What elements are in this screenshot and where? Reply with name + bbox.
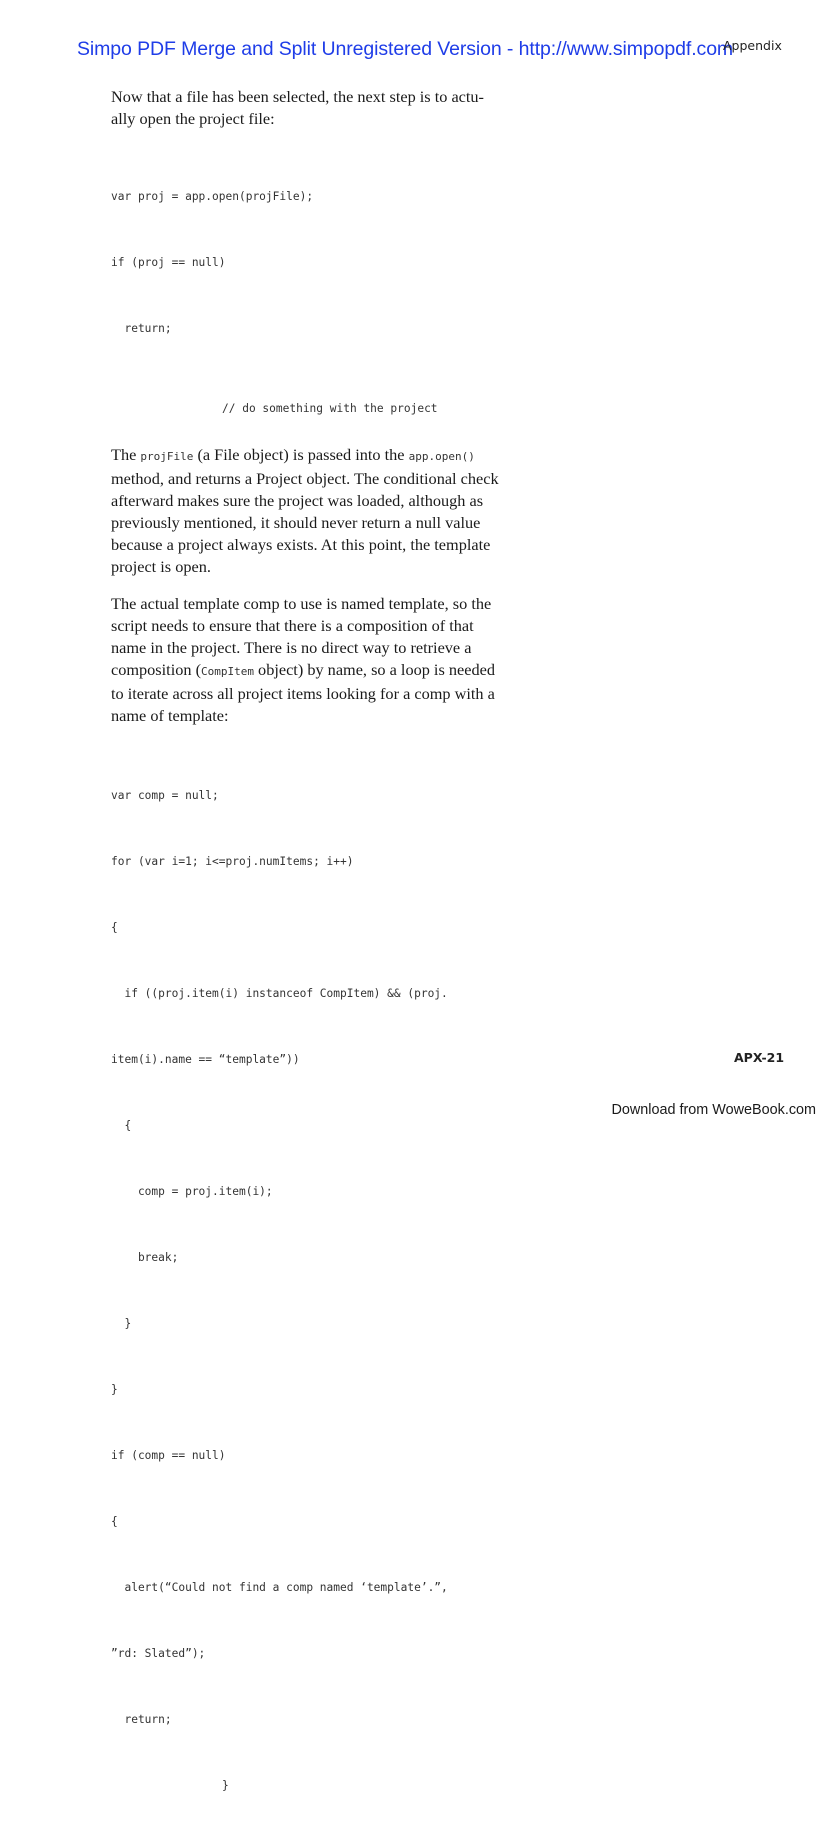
paragraph-projfile	[111, 444, 507, 578]
paragraph-template-comp	[111, 593, 507, 727]
code-line: }	[222, 1779, 229, 1792]
code-line: }	[111, 1317, 132, 1330]
page-number: APX-21	[734, 1050, 785, 1065]
text-span: (a File object) is passed into the	[193, 445, 409, 464]
footer-download-link[interactable]: Download from WoweBook.com	[611, 1102, 816, 1118]
text-span: method, and returns a Project object. The conditional check afterward makes sure the project was loaded, although as previously mentioned, it should never return a null value because a project always exists. At this point, the template project is open.	[111, 469, 499, 576]
code-line: if (proj == null)	[111, 256, 226, 269]
code-comment: // do something with the project	[222, 402, 438, 415]
inline-code-projfile: projFile	[140, 450, 194, 463]
code-block-find-comp	[111, 741, 521, 1841]
paragraph-open-project: Now that a file has been selected, the next step is to actu-ally open the project file:	[111, 87, 484, 128]
code-line: {	[111, 1515, 118, 1528]
code-line: if ((proj.item(i) instanceof CompItem) && (proj.	[111, 987, 448, 1000]
code-line: {	[111, 1119, 132, 1132]
code-line: alert(“Could not find a comp named ‘template’.”,	[111, 1581, 448, 1594]
code-line: var proj = app.open(projFile);	[111, 190, 314, 203]
code-block-open-project	[111, 142, 521, 384]
watermark-banner: Simpo PDF Merge and Split Unregistered Version - http://www.simpopdf.com	[77, 38, 734, 60]
page-content	[111, 86, 521, 1841]
text-span: object) by name, so a loop is needed to iterate across all project items looking for a comp with a name of template:	[111, 660, 495, 725]
code-line: }	[111, 1383, 118, 1396]
inline-code-compitem: CompItem	[201, 665, 254, 678]
inline-code-app-open: app.open()	[408, 450, 475, 463]
code-line: return;	[111, 1713, 172, 1726]
code-line: {	[111, 921, 118, 934]
code-line: ”rd: Slated”);	[111, 1647, 206, 1660]
text-span: The	[111, 445, 141, 464]
code-line: for (var i=1; i<=proj.numItems; i++)	[111, 855, 354, 868]
code-line: var comp = null;	[111, 789, 219, 802]
code-line: item(i).name == “template”))	[111, 1053, 300, 1066]
code-line: return;	[111, 322, 172, 335]
code-line: comp = proj.item(i);	[111, 1185, 273, 1198]
code-line: if (comp == null)	[111, 1449, 226, 1462]
code-line: break;	[111, 1251, 179, 1264]
section-label: Appendix	[723, 38, 782, 53]
text-span: The actual template comp to use is named template, so the script needs to ensure that there is a composition of that name in the project. There is no direct way to retrieve a composition (	[111, 594, 492, 679]
